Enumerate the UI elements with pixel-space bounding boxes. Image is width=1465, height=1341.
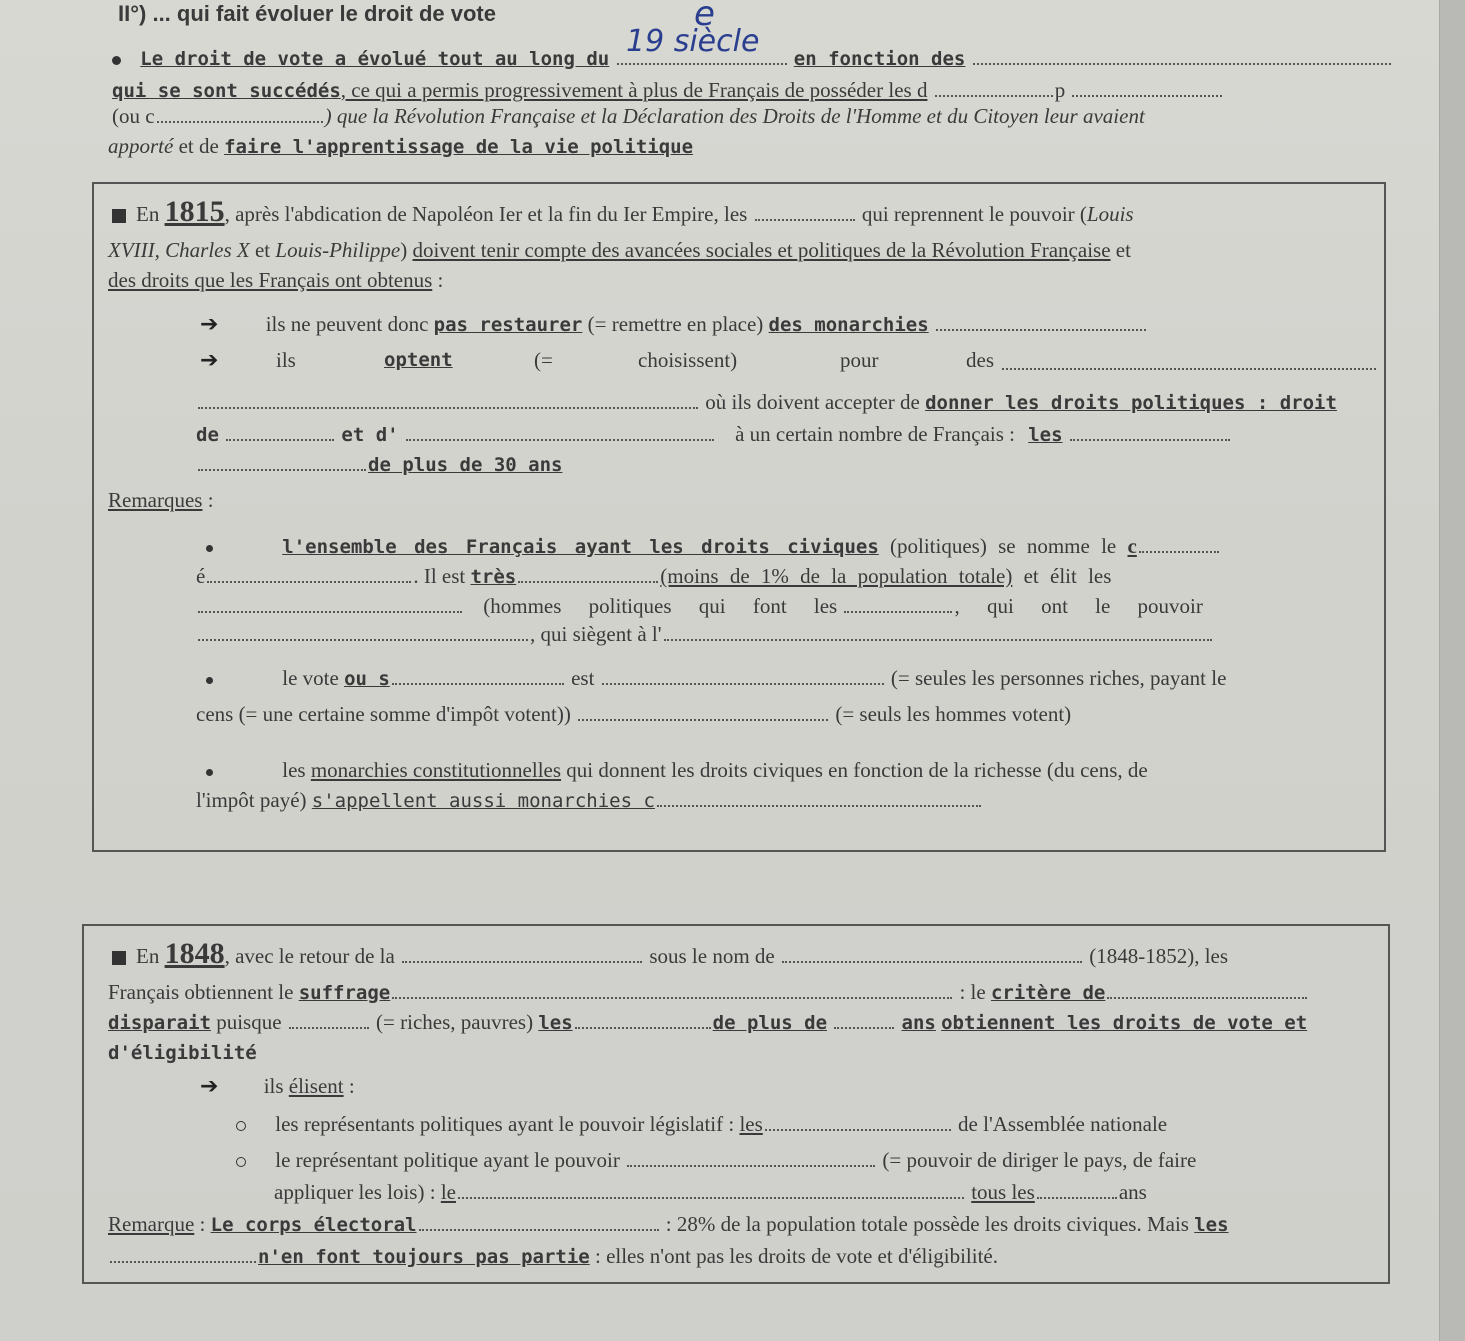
box1848-remark-1 bbox=[108, 1212, 1229, 1237]
box1848-remark-2 bbox=[108, 1244, 998, 1269]
text: Le corps électoral bbox=[210, 1214, 417, 1236]
box1815-line-3 bbox=[108, 268, 443, 292]
text: : 28% de la population totale possède les droits civiques. Mais bbox=[665, 1212, 1195, 1236]
text: (moins de 1% de la population totale) bbox=[660, 564, 1013, 588]
text: l'ensemble des Français ayant les droits civiques bbox=[282, 536, 879, 558]
blank-field[interactable] bbox=[226, 423, 334, 441]
text: pas restaurer bbox=[433, 314, 583, 336]
blank-field[interactable] bbox=[765, 1113, 951, 1131]
text: XVIII, Charles X bbox=[108, 238, 250, 262]
text: le bbox=[440, 1180, 456, 1204]
text: Français obtiennent le bbox=[108, 980, 299, 1004]
text: qui donnent les droits civiques en fonction de la richesse (du cens, de bbox=[561, 758, 1148, 782]
square-bullet-icon bbox=[112, 951, 126, 965]
intro-text: ) que la Révolution Française et la Déclaration des Droits de l'Homme et du Citoyen leur avaient bbox=[324, 104, 1145, 128]
text: . Il est bbox=[413, 564, 471, 588]
arrow-right-icon: ➔ bbox=[200, 312, 219, 337]
year-1815: 1815 bbox=[164, 195, 225, 228]
intro-text: faire l'apprentissage de la vie politique bbox=[224, 136, 694, 158]
text: ) bbox=[400, 238, 413, 262]
remark-1-line-3 bbox=[196, 594, 1203, 618]
text: sous le nom de bbox=[649, 944, 775, 968]
box1848-sub-3 bbox=[274, 1180, 1147, 1204]
handwritten-note: e bbox=[694, 0, 715, 34]
text: (= seuls les hommes votent) bbox=[835, 702, 1072, 726]
intro-text: , ce qui a permis progressivement à plus de Français de posséder les d bbox=[340, 78, 928, 102]
arrow-right-icon: ➔ bbox=[200, 1074, 219, 1099]
text: (= seules les personnes riches, payant le bbox=[890, 666, 1227, 690]
text: l'impôt payé) bbox=[196, 788, 312, 812]
text: des bbox=[966, 348, 994, 372]
blank-field[interactable] bbox=[419, 1213, 659, 1231]
circle-bullet-icon bbox=[236, 1121, 246, 1131]
text: n'en font toujours pas partie bbox=[258, 1246, 590, 1268]
text: En bbox=[136, 944, 165, 968]
blank-field[interactable] bbox=[518, 565, 658, 583]
text: Louis bbox=[1086, 202, 1134, 226]
text: (1848-1852), les bbox=[1089, 944, 1229, 968]
text: appliquer les lois) : bbox=[274, 1180, 441, 1204]
text: Remarque bbox=[108, 1212, 195, 1236]
text: et élit les bbox=[1012, 564, 1112, 588]
text: obtiennent les droits de vote et bbox=[941, 1012, 1308, 1034]
section-title-text: II°) ... qui fait évoluer le droit de vote bbox=[118, 1, 496, 26]
text: ans bbox=[1118, 1180, 1147, 1204]
circle-bullet-icon bbox=[236, 1157, 246, 1167]
text: doivent tenir compte des avancées sociales et politiques de la Révolution Française bbox=[412, 238, 1111, 262]
blank-field[interactable] bbox=[1072, 79, 1222, 97]
intro-text: qui se sont succédés bbox=[112, 80, 341, 102]
text: , qui ont le pouvoir bbox=[954, 594, 1203, 618]
blank-field[interactable] bbox=[207, 565, 411, 583]
text: le représentant politique ayant le pouvoir bbox=[275, 1148, 620, 1172]
box1848-line-3 bbox=[108, 1010, 1307, 1035]
blank-field[interactable] bbox=[627, 1149, 875, 1167]
blank-field[interactable] bbox=[406, 423, 714, 441]
blank-field[interactable] bbox=[1002, 352, 1376, 370]
box1848-sub-2 bbox=[236, 1148, 1196, 1172]
intro-line-2 bbox=[112, 78, 1224, 103]
blank-field[interactable] bbox=[602, 667, 884, 685]
text: ils ne peuvent donc bbox=[265, 312, 434, 336]
remark-3-line-2 bbox=[196, 788, 983, 813]
text: s'appellent aussi monarchies c bbox=[311, 790, 655, 812]
text: ils bbox=[276, 348, 296, 372]
blank-field[interactable] bbox=[198, 391, 698, 409]
text: des monarchies bbox=[768, 314, 929, 336]
text: très bbox=[470, 566, 517, 588]
remark-3-line-1 bbox=[206, 758, 1148, 782]
text: (= bbox=[534, 348, 553, 372]
text: les bbox=[538, 1012, 573, 1034]
intro-line-4 bbox=[108, 134, 693, 159]
text: , avec le retour de la bbox=[224, 944, 395, 968]
text: critère de bbox=[990, 982, 1106, 1004]
text: , après l'abdication de Napoléon Ier et la fin du Ier Empire, les bbox=[224, 202, 748, 226]
box1848-line-1 bbox=[112, 937, 1229, 970]
text: c bbox=[1127, 534, 1137, 558]
remark-1-line-1 bbox=[206, 534, 1221, 559]
intro-text: et de bbox=[173, 134, 225, 158]
text: (hommes politiques qui font les bbox=[483, 594, 838, 618]
text: (politiques) se nomme le bbox=[878, 534, 1128, 558]
text: Remarques bbox=[108, 488, 203, 512]
intro-text: en fonction des bbox=[793, 48, 966, 70]
text: : le bbox=[959, 980, 991, 1004]
box1815-line-a4 bbox=[196, 422, 1232, 447]
blank-field[interactable] bbox=[1107, 981, 1307, 999]
text: choisissent) bbox=[638, 348, 738, 372]
box1848-sub-1 bbox=[236, 1112, 1167, 1136]
remark-1-line-4 bbox=[196, 622, 1214, 646]
text: où ils doivent accepter de bbox=[705, 390, 926, 414]
text: cens (= une certaine somme d'impôt votent)) bbox=[196, 702, 571, 726]
blank-field[interactable] bbox=[198, 623, 528, 641]
blank-field[interactable] bbox=[664, 623, 1212, 641]
box1848-line-2 bbox=[108, 980, 1309, 1005]
blank-field[interactable] bbox=[198, 453, 366, 471]
text: ils bbox=[263, 1074, 289, 1098]
text: pour bbox=[840, 348, 879, 372]
box1848-line-4 bbox=[108, 1040, 257, 1065]
text: (= remettre en place) bbox=[582, 312, 769, 336]
text: des droits que les Français ont obtenus bbox=[108, 268, 433, 292]
text: En bbox=[136, 202, 165, 226]
intro-text: (ou c bbox=[112, 104, 155, 128]
text: et bbox=[1110, 238, 1131, 262]
blank-field[interactable] bbox=[392, 981, 952, 999]
blank-field[interactable] bbox=[402, 945, 642, 963]
text: élisent bbox=[288, 1074, 344, 1098]
blank-field[interactable] bbox=[935, 79, 1053, 97]
square-bullet-icon bbox=[112, 209, 126, 223]
bullet-icon bbox=[206, 769, 213, 776]
blank-field[interactable] bbox=[392, 667, 564, 685]
text: ou s bbox=[344, 668, 390, 690]
box1815-arrow-2 bbox=[200, 348, 1380, 373]
intro-text: Le droit de vote a évolué tout au long du bbox=[140, 48, 610, 70]
blank-field[interactable] bbox=[458, 1181, 964, 1199]
text: : elles n'ont pas les droits de vote et d'éligibilité. bbox=[589, 1244, 998, 1268]
blank-field[interactable] bbox=[1070, 423, 1230, 441]
text: ans bbox=[901, 1012, 936, 1034]
text: à un certain nombre de Français : bbox=[735, 422, 1015, 446]
text: de l'Assemblée nationale bbox=[958, 1112, 1168, 1136]
blank-field[interactable] bbox=[1037, 1181, 1117, 1199]
box1815-line-a3 bbox=[196, 390, 1337, 415]
box1815-line-1 bbox=[112, 195, 1134, 228]
text: Louis-Philippe bbox=[275, 238, 401, 262]
text: et bbox=[249, 238, 276, 262]
remark-2-line-2 bbox=[196, 702, 1071, 726]
remark-1-line-2 bbox=[196, 564, 1111, 589]
box1815-line-2 bbox=[108, 238, 1131, 262]
box1815-arrow-1 bbox=[200, 312, 1148, 337]
intro-text: apporté bbox=[108, 134, 174, 158]
arrow-right-icon: ➔ bbox=[200, 348, 219, 373]
blank-field[interactable] bbox=[578, 703, 828, 721]
text: , qui siègent à l' bbox=[530, 622, 662, 646]
remark-2-line-1 bbox=[206, 666, 1226, 691]
year-1848: 1848 bbox=[164, 937, 225, 970]
text: qui reprennent le pouvoir ( bbox=[861, 202, 1087, 226]
box1848-arrow bbox=[200, 1074, 355, 1099]
text: le vote bbox=[282, 666, 345, 690]
text: monarchies constitutionnelles bbox=[310, 758, 562, 782]
text: d'éligibilité bbox=[108, 1042, 257, 1064]
bullet-icon bbox=[206, 545, 213, 552]
text: : bbox=[432, 268, 444, 292]
text: (= riches, pauvres) bbox=[376, 1010, 539, 1034]
blank-field[interactable] bbox=[755, 203, 855, 221]
handwritten-answer: 19 siècle bbox=[626, 24, 760, 59]
blank-field[interactable] bbox=[1139, 535, 1219, 553]
box1815-line-a5 bbox=[196, 452, 562, 477]
text: les représentants politiques ayant le pouvoir législatif : bbox=[275, 1112, 740, 1136]
blank-field[interactable] bbox=[657, 789, 981, 807]
text: suffrage bbox=[298, 982, 391, 1004]
blank-field[interactable] bbox=[782, 945, 1082, 963]
blank-field[interactable] bbox=[110, 1245, 256, 1263]
text: é bbox=[196, 564, 206, 588]
page-edge bbox=[1439, 0, 1465, 1341]
text: disparait bbox=[108, 1012, 211, 1034]
bullet-icon bbox=[206, 677, 213, 684]
blank-field[interactable] bbox=[973, 47, 1391, 65]
text: les bbox=[282, 758, 311, 782]
text: de bbox=[196, 424, 219, 446]
text: : bbox=[194, 1212, 211, 1236]
text: les bbox=[1194, 1214, 1229, 1236]
text: les bbox=[739, 1112, 763, 1136]
bullet-icon bbox=[112, 56, 121, 65]
text: est bbox=[565, 666, 595, 690]
text: (= pouvoir de diriger le pays, de faire bbox=[882, 1148, 1197, 1172]
blank-field[interactable] bbox=[834, 1011, 894, 1029]
text: de plus de bbox=[712, 1012, 828, 1034]
text: et d' bbox=[341, 424, 399, 446]
blank-field[interactable] bbox=[936, 313, 1146, 331]
section-title bbox=[118, 2, 496, 26]
text: de plus de 30 ans bbox=[368, 454, 563, 476]
text: tous les bbox=[971, 1180, 1035, 1204]
text: les bbox=[1028, 424, 1063, 446]
text: puisque bbox=[210, 1010, 282, 1034]
blank-field[interactable] bbox=[157, 105, 323, 123]
text: donner les droits politiques : droit bbox=[925, 392, 1337, 414]
blank-field[interactable] bbox=[844, 595, 952, 613]
blank-field[interactable] bbox=[289, 1011, 369, 1029]
text: optent bbox=[384, 349, 453, 371]
text: : bbox=[343, 1074, 355, 1098]
remarques-heading bbox=[108, 488, 214, 512]
blank-field[interactable] bbox=[575, 1011, 711, 1029]
intro-line-3 bbox=[112, 104, 1145, 128]
blank-field[interactable] bbox=[198, 595, 462, 613]
text: : bbox=[202, 488, 214, 512]
intro-text: p bbox=[1054, 78, 1066, 102]
